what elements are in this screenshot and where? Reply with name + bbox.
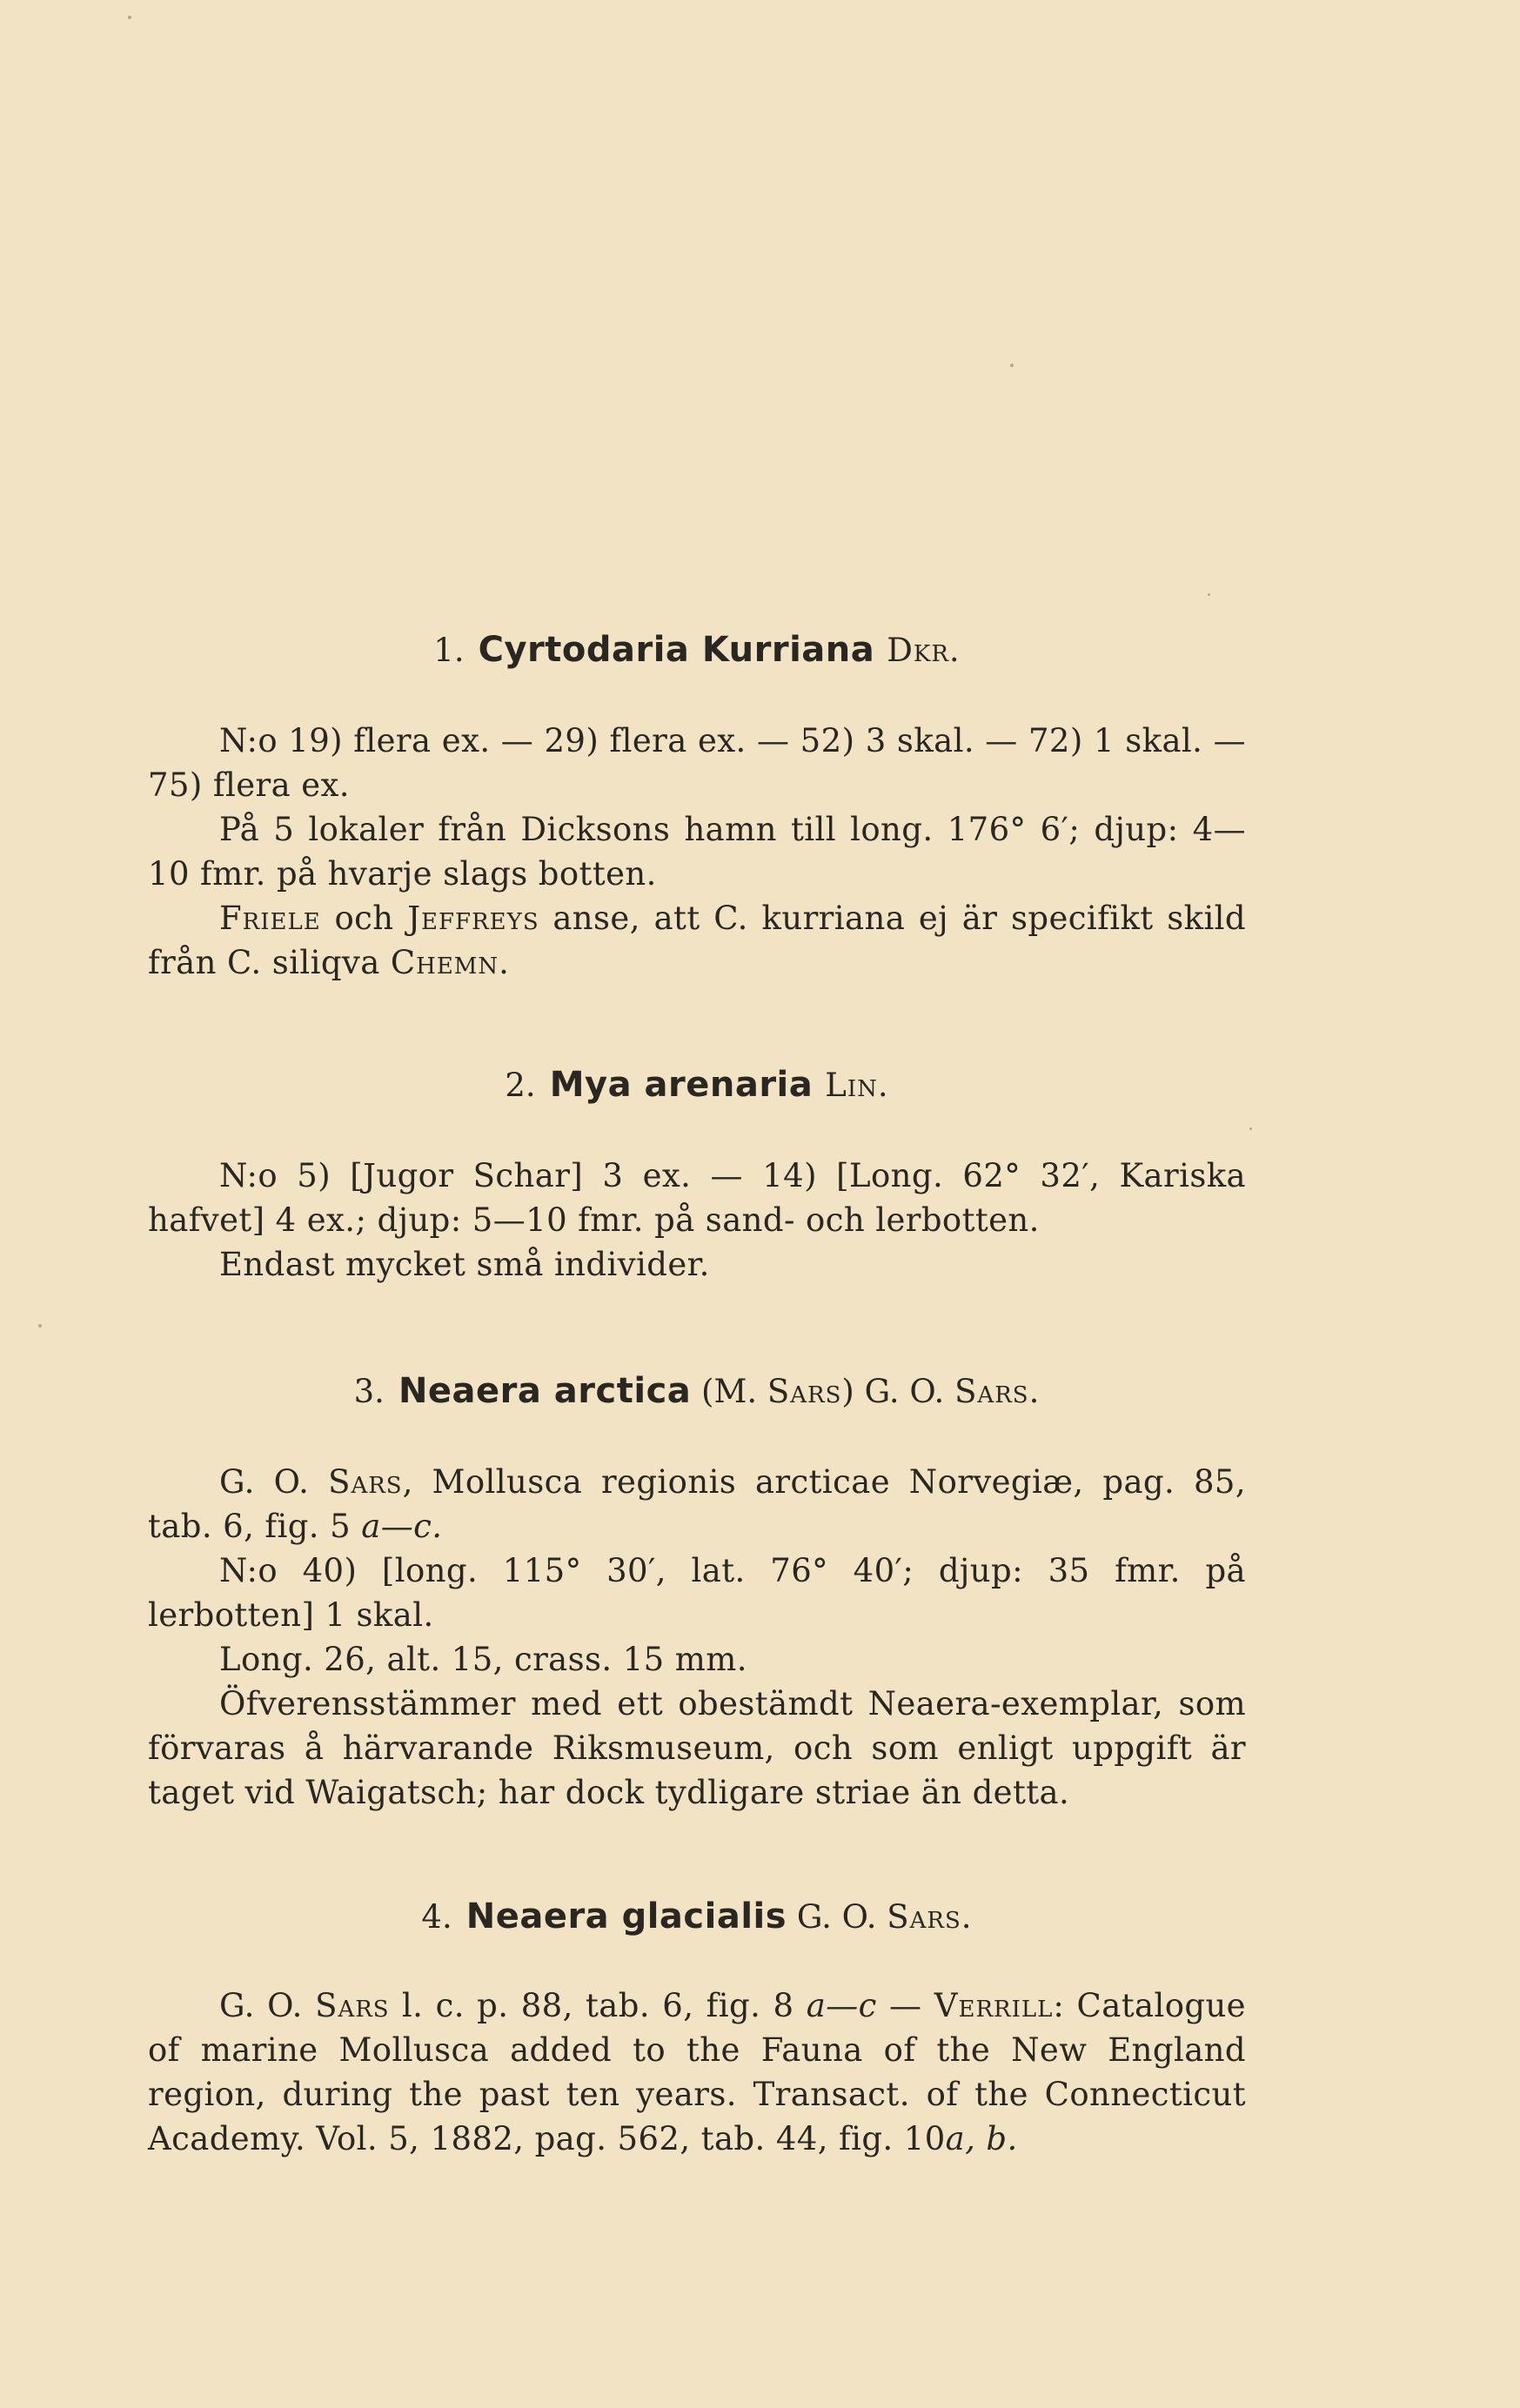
figure-ref: a, b.: [945, 2120, 1018, 2157]
reference-text: G. O.: [219, 1463, 329, 1501]
author-name: Chemn.: [390, 944, 510, 981]
section-2-body: [148, 1154, 1246, 1287]
reference: [148, 1983, 1246, 2161]
section-3-heading: [148, 1369, 1246, 1414]
section-number: 1.: [433, 632, 465, 669]
reference-text: l. c. p. 88, tab. 6, fig. 8: [389, 1987, 807, 2024]
section-number: 3.: [353, 1373, 385, 1410]
paper-speck: [38, 1324, 42, 1328]
species-name: Cyrtodaria Kurriana: [478, 630, 875, 670]
paragraph: Long. 26, alt. 15, crass. 15 mm.: [219, 1641, 747, 1678]
section-1-heading: [148, 628, 1246, 672]
species-name: Neaera arctica: [398, 1371, 692, 1411]
paragraph-text: och: [320, 900, 408, 937]
species-name: Mya arenaria: [549, 1065, 814, 1105]
figure-ref: a—c: [806, 1987, 877, 2024]
section-number: 2.: [505, 1067, 536, 1104]
reference: [148, 1460, 1246, 1548]
section-4-body: [148, 1983, 1246, 2161]
paragraph: Endast mycket små individer.: [219, 1246, 710, 1283]
author-name: Sars.: [887, 1898, 973, 1936]
author-name: Sars: [328, 1463, 403, 1501]
author-text: G. O.: [796, 1898, 877, 1936]
author-name: Sars.: [954, 1373, 1041, 1410]
paragraph: N:o 40) [long. 115° 30′, lat. 76° 40′; djup: 35 fmr. på lerbotten] 1 skal.: [148, 1552, 1246, 1634]
author-text: ) G. O.: [841, 1373, 945, 1410]
paper-speck: [128, 16, 131, 19]
author-name: Verrill: [934, 1987, 1054, 2024]
section-number: 4.: [421, 1898, 452, 1936]
author-name: Jeffreys: [407, 900, 539, 937]
reference-text: G. O.: [219, 1987, 316, 2024]
author-name: Friele: [219, 900, 321, 937]
section-3-body: [148, 1460, 1246, 1815]
author-name: Sars: [315, 1987, 390, 2024]
species-author: Dkr.: [887, 632, 961, 669]
species-name: Neaera glacialis: [465, 1896, 787, 1936]
section-1-body: [148, 719, 1246, 985]
species-author: [797, 1898, 973, 1936]
paper-speck: [1208, 593, 1210, 596]
section-4-heading: [148, 1895, 1246, 1939]
species-author: [701, 1373, 1040, 1410]
paragraph: N:o 5) [Jugor Schar] 3 ex. — 14) [Long. 62° 32′, Kariska hafvet] 4 ex.; djup: 5—10 fmr. på sand- och lerbotten.: [148, 1157, 1246, 1239]
reference-text: : Catalogue of marine Mollusca added to the Fauna of the New England region, during the past ten years. Transact. of the Connecticut Academy. Vol. 5, 1882, pag. 562, tab. 44, fig. 10: [148, 1987, 1246, 2157]
species-author: Lin.: [825, 1067, 889, 1104]
reference-text: —: [876, 1987, 934, 2024]
paper-speck: [1249, 1127, 1252, 1130]
paragraph: N:o 19) flera ex. — 29) flera ex. — 52) 3 skal. — 72) 1 skal. — 75) flera ex.: [148, 722, 1246, 804]
paragraph: På 5 lokaler från Dicksons hamn till long. 176° 6′; djup: 4—10 fmr. på hvarje slags botten.: [148, 811, 1246, 893]
section-2-heading: [148, 1063, 1246, 1107]
reference-text: , Mollusca regionis arcticae Norvegiæ, pag. 85, tab. 6, fig. 5: [148, 1463, 1246, 1545]
paper-speck: [1010, 364, 1014, 367]
paragraph: [148, 896, 1246, 985]
figure-ref: a—c.: [361, 1508, 443, 1545]
paragraph-text: anse, att C. kurriana ej är specifikt skild från C. siliqva: [148, 900, 1246, 981]
paragraph: Öfverensstämmer med ett obestämdt Neaera-exemplar, som förvaras å härvarande Riksmuseum, och som enligt uppgift är taget vid Waigatsch; har dock tydligare striae än detta.: [148, 1685, 1246, 1811]
author-text: (M.: [701, 1373, 758, 1410]
author-name: Sars: [767, 1373, 842, 1410]
